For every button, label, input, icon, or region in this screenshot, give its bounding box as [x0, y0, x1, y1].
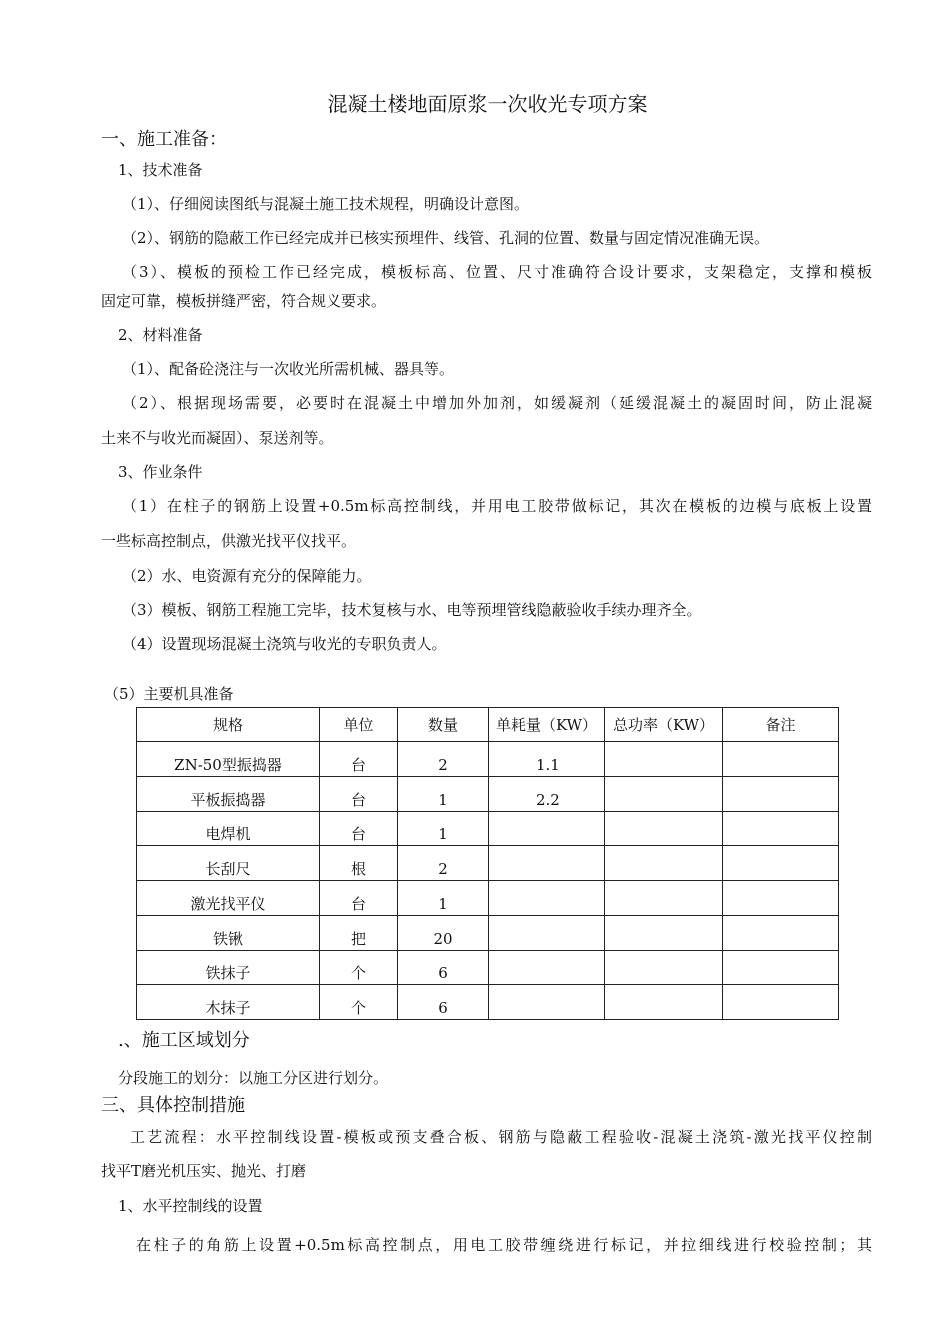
paragraph: （2）、钢筋的隐蔽工作已经完成并已核实预埋件、线管、孔洞的位置、数量与固定情况准确无误。: [122, 229, 770, 247]
table-cell: [723, 846, 839, 881]
table-row: [137, 846, 839, 881]
table-cell: [723, 881, 839, 916]
header-cell: 规格: [137, 708, 320, 742]
table-cell: 1.1: [489, 742, 605, 777]
table-row: [137, 811, 839, 846]
table-cell: [605, 776, 723, 811]
table-cell: 1: [398, 776, 489, 811]
header-cell: 备注: [723, 708, 839, 742]
table-cell: 2: [398, 846, 489, 881]
table-cell: [723, 985, 839, 1020]
paragraph: （1）在柱子的钢筋上设置+0.5m标高控制线，并用电工胶带做标记，其次在模板的边模与底板上设置: [122, 497, 872, 515]
table-row: [137, 776, 839, 811]
paragraph: （1）、仔细阅读图纸与混凝土施工技术规程，明确设计意图。: [122, 195, 530, 213]
table-cell: 台: [320, 811, 398, 846]
table-cell: [723, 950, 839, 985]
equipment-table: [136, 707, 839, 1020]
table-cell: 铁锹: [137, 915, 320, 950]
header-cell: 单位: [320, 708, 398, 742]
table-cell: [605, 846, 723, 881]
table-cell: [605, 985, 723, 1020]
table-cell: [605, 915, 723, 950]
table-cell: 个: [320, 950, 398, 985]
table-row: [137, 742, 839, 777]
table-cell: ZN-50型振捣器: [137, 742, 320, 777]
table-cell: [723, 742, 839, 777]
section-heading-zoning: .、施工区域划分: [118, 1030, 250, 1051]
paragraph-continuation: 固定可靠，模板拼缝严密，符合规义要求。: [101, 292, 387, 310]
table-cell: [489, 950, 605, 985]
subheading-level-control: 1、水平控制线的设置: [118, 1197, 263, 1215]
subheading-materials: 2、材料准备: [118, 326, 203, 344]
paragraph: 在柱子的角筋上设置+0.5m标高控制点，用电工胶带缠绕进行标记，并拉细线进行校验控制；其: [136, 1236, 872, 1254]
header-cell: 数量: [398, 708, 489, 742]
header-cell: 总功率（KW）: [605, 708, 723, 742]
paragraph: （1）、配备砼浇注与一次收光所需机械、器具等。: [122, 360, 455, 378]
section-heading-control: 三、具体控制措施: [101, 1095, 245, 1116]
table-row: [137, 950, 839, 985]
paragraph: （2）水、电资源有充分的保障能力。: [122, 567, 372, 585]
header-cell: 单耗量（KW）: [489, 708, 605, 742]
subheading-conditions: 3、作业条件: [118, 463, 203, 481]
paragraph: 分段施工的划分：以施工分区进行划分。: [118, 1069, 389, 1087]
table-cell: [489, 846, 605, 881]
table-cell: 把: [320, 915, 398, 950]
table-cell: 2.2: [489, 776, 605, 811]
table-cell: 激光找平仪: [137, 881, 320, 916]
table-cell: 铁抹子: [137, 950, 320, 985]
table-cell: [605, 811, 723, 846]
table-cell: 木抹子: [137, 985, 320, 1020]
table-cell: 6: [398, 985, 489, 1020]
paragraph-continuation: 土来不与收光而凝固）、泵送剂等。: [101, 429, 334, 447]
table-caption: （5）主要机具准备: [104, 685, 234, 703]
table-cell: 电焊机: [137, 811, 320, 846]
table-row: [137, 985, 839, 1020]
table-cell: 台: [320, 881, 398, 916]
table-cell: [605, 881, 723, 916]
table-cell: 台: [320, 776, 398, 811]
document-title: 混凝土楼地面原浆一次收光专项方案: [327, 92, 648, 116]
paragraph: （3）模板、钢筋工程施工完毕，技术复核与水、电等预埋管线隐蔽验收手续办理齐全。: [122, 601, 702, 619]
table-cell: [489, 811, 605, 846]
table-cell: 台: [320, 742, 398, 777]
table-cell: [605, 950, 723, 985]
table-cell: [605, 742, 723, 777]
paragraph: （3）、模板的预检工作已经完成，模板标高、位置、尺寸准确符合设计要求，支架稳定，支撑和模板: [122, 263, 872, 281]
table-cell: 1: [398, 881, 489, 916]
table-row: [137, 915, 839, 950]
table-cell: 长刮尺: [137, 846, 320, 881]
table-cell: 根: [320, 846, 398, 881]
subheading-technical: 1、技术准备: [118, 161, 203, 179]
table-cell: [489, 985, 605, 1020]
paragraph: （4）设置现场混凝土浇筑与收光的专职负责人。: [122, 635, 447, 653]
table-cell: 1: [398, 811, 489, 846]
table-cell: [723, 915, 839, 950]
section-heading-preparation: 一、施工准备：: [101, 129, 227, 150]
table-cell: 6: [398, 950, 489, 985]
table-cell: [489, 881, 605, 916]
table-cell: [723, 811, 839, 846]
table-cell: [489, 915, 605, 950]
table-row: [137, 881, 839, 916]
table-cell: 个: [320, 985, 398, 1020]
paragraph: 工艺流程：水平控制线设置-模板或预支叠合板、钢筋与隐蔽工程验收-混凝土浇筑-激光找平仪控制: [130, 1128, 872, 1146]
table-cell: 20: [398, 915, 489, 950]
paragraph: （2）、根据现场需要，必要时在混凝土中增加外加剂，如缓凝剂（延缓混凝土的凝固时间，防止混凝: [122, 394, 872, 412]
table-cell: 2: [398, 742, 489, 777]
paragraph-continuation: 一些标高控制点，供激光找平仪找平。: [101, 532, 357, 550]
table-header-row: [137, 708, 839, 742]
paragraph-continuation: 找平T磨光机压实、抛光、打磨: [101, 1162, 307, 1180]
table-cell: [723, 776, 839, 811]
table-cell: 平板振捣器: [137, 776, 320, 811]
